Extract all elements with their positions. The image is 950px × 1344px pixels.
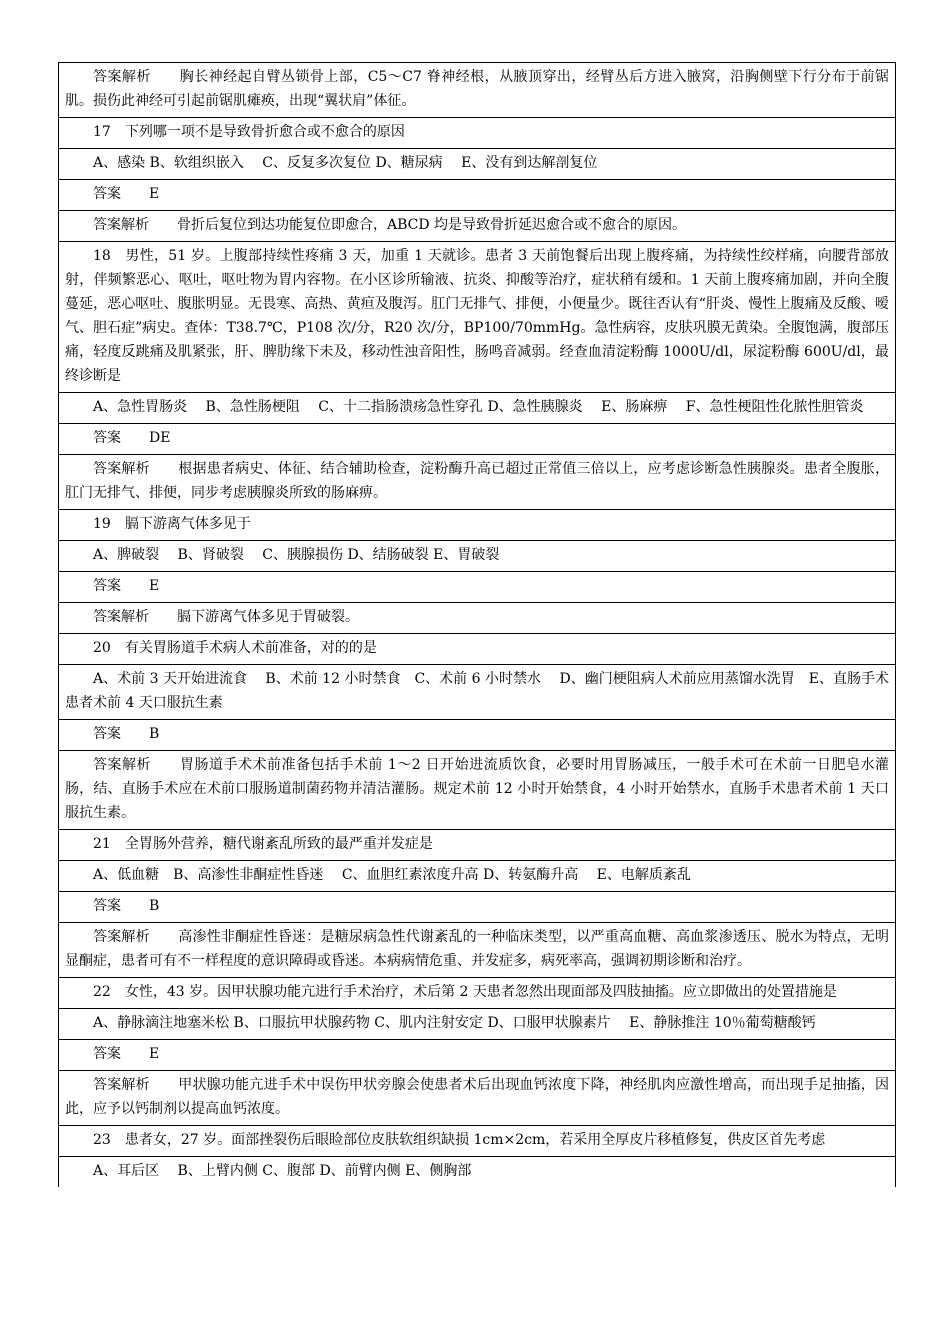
answer-row: 答案 B [59, 892, 895, 923]
answer-row: 答案 DE [59, 424, 895, 455]
answer-row: 答案 E [59, 1040, 895, 1071]
answer-row: 答案 E [59, 180, 895, 211]
question-row: 17 下列哪一项不是导致骨折愈合或不愈合的原因 [59, 118, 895, 149]
answer-analysis-row: 答案解析 胸长神经起自臂丛锁骨上部，C5～C7 脊神经根，从腋顶穿出，经臂丛后方进入腋窝，沿胸侧壁下行分布于前锯肌。损伤此神经可引起前锯肌瘫痪，出现“翼状肩”体征。 [59, 63, 895, 118]
options-row: A、急性胃肠炎 B、急性肠梗阻 C、十二指肠溃疡急性穿孔 D、急性胰腺炎 E、肠麻痹 F、急性梗阻性化脓性胆管炎 [59, 393, 895, 424]
options-row: A、感染 B、软组织嵌入 C、反复多次复位 D、糖尿病 E、没有到达解剖复位 [59, 149, 895, 180]
answer-analysis-row: 答案解析 甲状腺功能亢进手术中误伤甲状旁腺会使患者术后出现血钙浓度下降，神经肌肉应激性增高，而出现手足抽搐，因此，应予以钙制剂以提高血钙浓度。 [59, 1071, 895, 1126]
answer-analysis-row: 答案解析 高渗性非酮症性昏迷：是糖尿病急性代谢紊乱的一种临床类型，以严重高血糖、高血浆渗透压、脱水为特点，无明显酮症，患者可有不一样程度的意识障碍或昏迷。本病病情危重、并发症多，病死率高，强调初期诊断和治疗。 [59, 923, 895, 978]
answer-analysis-row: 答案解析 胃肠道手术术前准备包括手术前 1～2 日开始进流质饮食，必要时用胃肠减压，一般手术可在术前一日肥皂水灌肠，结、直肠手术应在术前口服肠道制菌药物并清洁灌肠。规定术前 12 小时开始禁食，4 小时开始禁水，直肠手术患者术前 1 天口服抗生素。 [59, 751, 895, 830]
question-row: 23 患者女，27 岁。面部挫裂伤后眼睑部位皮肤软组织缺损 1cm×2cm，若采用全厚皮片移植修复，供皮区首先考虑 [59, 1126, 895, 1157]
options-row: A、耳后区 B、上臂内侧 C、腹部 D、前臂内侧 E、侧胸部 [93, 1163, 472, 1179]
answer-analysis-row: 答案解析 膈下游离气体多见于胃破裂。 [59, 603, 895, 634]
answer-analysis-row: 答案解析 骨折后复位到达功能复位即愈合，ABCD 均是导致骨折延迟愈合或不愈合的原因。 [59, 211, 895, 242]
question-row: 18 男性，51 岁。上腹部持续性疼痛 3 天，加重 1 天就诊。患者 3 天前饱餐后出现上腹疼痛，为持续性绞样痛，向腰背部放射，伴频繁恶心、呕吐，呕吐物为胃内容物。在小区诊所输液、抗炎、抑酸等治疗，症状稍有缓和。1 天前上腹疼痛加剧，并向全腹蔓延，恶心呕吐、腹胀明显。无畏寒、高热、黄疸及腹泻。肛门无排气、排便，小便量少。既往否认有“肝炎、慢性上腹痛及反酸、嗳气、胆石症”病史。查体：T38.7℃，P108 次/分，R20 次/分，BP100/70mmHg。急性病容，皮肤巩膜无黄染。全腹饱满，腹部压痛，轻度反跳痛及肌紧张，肝、脾肋缘下未及，移动性浊音阳性，肠鸣音减弱。经查血清淀粉酶 1000U/dl，尿淀粉酶 600U/dl，最终诊断是 [59, 242, 895, 393]
answer-row: 答案 E [59, 572, 895, 603]
options-row: A、低血糖 B、高渗性非酮症性昏迷 C、血胆红素浓度升高 D、转氨酶升高 E、电解质紊乱 [59, 861, 895, 892]
answer-row: 答案 B [59, 720, 895, 751]
question-row: 21 全胃肠外营养，糖代谢紊乱所致的最严重并发症是 [59, 830, 895, 861]
exam-content-table [58, 62, 896, 1187]
question-row: 20 有关胃肠道手术病人术前准备，对的的是 [59, 634, 895, 665]
question-row: 22 女性，43 岁。因甲状腺功能亢进行手术治疗，术后第 2 天患者忽然出现面部及四肢抽搐。应立即做出的处置措施是 [59, 978, 895, 1009]
options-row: A、脾破裂 B、肾破裂 C、胰腺损伤 D、结肠破裂 E、胃破裂 [59, 541, 895, 572]
question-row: 19 膈下游离气体多见于 [59, 510, 895, 541]
options-row: A、术前 3 天开始进流食 B、术前 12 小时禁食 C、术前 6 小时禁水 D、幽门梗阻病人术前应用蒸馏水洗胃 E、直肠手术患者术前 4 天口服抗生素 [59, 665, 895, 720]
answer-analysis-row: 答案解析 根据患者病史、体征、结合辅助检查，淀粉酶升高已超过正常值三倍以上，应考虑诊断急性胰腺炎。患者全腹胀，肛门无排气、排便，同步考虑胰腺炎所致的肠麻痹。 [59, 455, 895, 510]
options-row: A、静脉滴注地塞米松 B、口服抗甲状腺药物 C、肌内注射安定 D、口服甲状腺素片 E、静脉推注 10％葡萄糖酸钙 [59, 1009, 895, 1040]
